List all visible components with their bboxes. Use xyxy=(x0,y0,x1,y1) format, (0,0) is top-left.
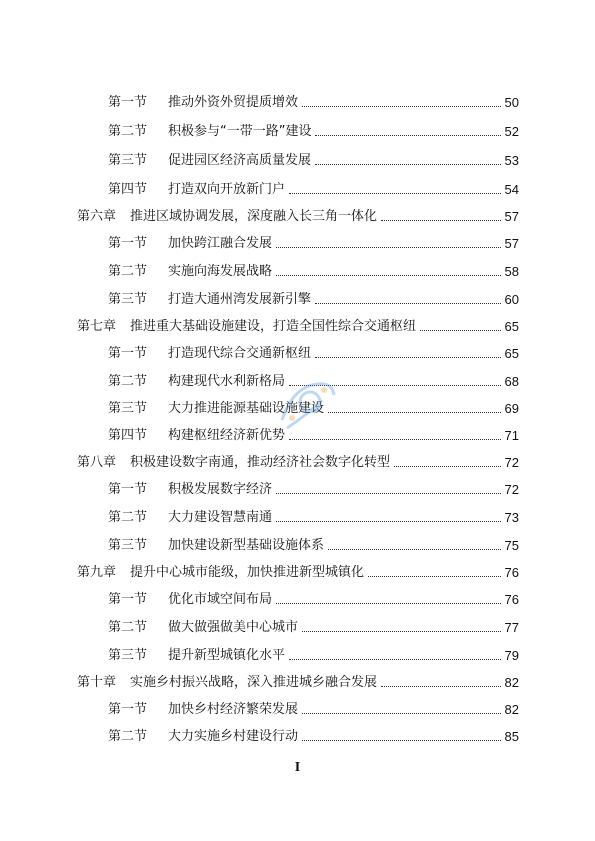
toc-entry-section[interactable] xyxy=(108,478,519,498)
dot-leader xyxy=(289,658,501,660)
toc-section-title: 积极发展数字经济 xyxy=(168,482,273,497)
dot-leader xyxy=(276,492,501,494)
toc-section-title: 促进园区经济高质量发展 xyxy=(168,153,312,168)
toc-page-number: 72 xyxy=(504,482,519,497)
toc-section-title: 构建现代水利新格局 xyxy=(168,374,286,389)
toc-entry-chapter[interactable] xyxy=(77,315,519,335)
toc-section-title: 加快乡村经济繁荣发展 xyxy=(168,702,299,717)
page-number-footer: I xyxy=(294,760,301,775)
toc-page-number: 71 xyxy=(504,428,519,443)
toc-section-number: 第二节 xyxy=(108,729,148,744)
toc-section-title: 加快跨江融合发展 xyxy=(168,236,273,251)
toc-page-number: 85 xyxy=(504,729,519,744)
toc-section-title: 大力推进能源基础设施建设 xyxy=(168,401,325,416)
toc-section-number: 第二节 xyxy=(108,124,148,139)
toc-page-number: 60 xyxy=(504,292,519,307)
toc-page-number: 77 xyxy=(504,620,519,635)
toc-section-number: 第三节 xyxy=(108,648,148,663)
toc-section-number: 第一节 xyxy=(108,346,148,361)
toc-entry-section[interactable] xyxy=(108,288,519,308)
dot-leader xyxy=(368,575,501,577)
toc-chapter-number: 第七章 xyxy=(77,319,117,334)
toc-section-title: 打造现代综合交通新枢纽 xyxy=(168,346,312,361)
toc-page-number: 73 xyxy=(504,510,519,525)
dot-leader xyxy=(381,219,501,221)
dot-leader xyxy=(315,163,501,165)
dot-leader xyxy=(276,246,501,248)
toc-section-number: 第一节 xyxy=(108,702,148,717)
toc-chapter-number: 第八章 xyxy=(77,455,117,470)
toc-page-number: 76 xyxy=(504,592,519,607)
toc-page-number: 50 xyxy=(504,95,519,110)
toc-page-number: 58 xyxy=(504,264,519,279)
toc-entry-chapter[interactable] xyxy=(77,205,519,225)
toc-entry-section[interactable] xyxy=(108,698,519,718)
toc-section-title: 加快建设新型基础设施体系 xyxy=(168,538,325,553)
toc-section-title: 积极参与“一带一路”建设 xyxy=(168,124,312,139)
dot-leader xyxy=(315,356,501,358)
toc-section-number: 第三节 xyxy=(108,538,148,553)
dot-leader xyxy=(381,685,501,687)
dot-leader xyxy=(289,192,501,194)
toc-page-number: 65 xyxy=(504,346,519,361)
toc-chapter-title: 积极建设数字南通，推动经济社会数字化转型 xyxy=(130,455,391,470)
dot-leader xyxy=(302,105,501,107)
toc-page-number: 69 xyxy=(504,401,519,416)
toc-section-number: 第二节 xyxy=(108,264,148,279)
toc-entry-section[interactable] xyxy=(108,588,519,608)
toc-section-number: 第三节 xyxy=(108,292,148,307)
dot-leader xyxy=(394,465,501,467)
toc-section-title: 打造大通州湾发展新引擎 xyxy=(168,292,312,307)
dot-leader xyxy=(328,411,501,413)
toc-entry-chapter[interactable] xyxy=(77,671,519,691)
toc-page-number: 57 xyxy=(504,209,519,224)
toc-entry-section[interactable] xyxy=(108,91,519,111)
toc-page-number: 76 xyxy=(504,565,519,580)
toc-section-title: 打造双向开放新门户 xyxy=(168,182,286,197)
toc-section-title: 实施向海发展战略 xyxy=(168,264,273,279)
toc-section-title: 优化市域空间布局 xyxy=(168,592,273,607)
toc-entry-section[interactable] xyxy=(108,120,519,140)
toc-section-number: 第四节 xyxy=(108,428,148,443)
toc-section-title: 构建枢纽经济新优势 xyxy=(168,428,286,443)
toc-section-number: 第一节 xyxy=(108,95,148,110)
toc-entry-section[interactable] xyxy=(108,232,519,252)
toc-entry-chapter[interactable] xyxy=(77,451,519,471)
toc-page-number: 79 xyxy=(504,648,519,663)
toc-entry-chapter[interactable] xyxy=(77,561,519,581)
toc-section-number: 第一节 xyxy=(108,236,148,251)
toc-entry-section[interactable] xyxy=(108,178,519,198)
toc-page-number: 57 xyxy=(504,236,519,251)
toc-section-title: 大力建设智慧南通 xyxy=(168,510,273,525)
toc-page-number: 75 xyxy=(504,538,519,553)
toc-section-number: 第一节 xyxy=(108,592,148,607)
dot-leader xyxy=(315,134,501,136)
toc-section-number: 第四节 xyxy=(108,182,148,197)
toc-page-number: 52 xyxy=(504,124,519,139)
toc-section-number: 第一节 xyxy=(108,482,148,497)
toc-entry-section[interactable] xyxy=(108,616,519,636)
toc-entry-section[interactable] xyxy=(108,342,519,362)
watermark-logo-icon xyxy=(262,360,352,450)
toc-entry-section[interactable] xyxy=(108,534,519,554)
toc-entry-section[interactable] xyxy=(108,260,519,280)
toc-chapter-number: 第六章 xyxy=(77,209,117,224)
toc-page-number: 72 xyxy=(504,455,519,470)
dot-leader xyxy=(276,520,501,522)
toc-chapter-title: 实施乡村振兴战略，深入推进城乡融合发展 xyxy=(130,675,378,690)
toc-section-number: 第二节 xyxy=(108,510,148,525)
dot-leader xyxy=(302,712,501,714)
dot-leader xyxy=(315,302,501,304)
toc-page-number: 54 xyxy=(504,182,519,197)
dot-leader xyxy=(276,602,501,604)
toc-chapter-number: 第九章 xyxy=(77,565,117,580)
toc-entry-section[interactable] xyxy=(108,725,519,745)
dot-leader xyxy=(276,274,501,276)
toc-section-number: 第二节 xyxy=(108,374,148,389)
toc-entry-section[interactable] xyxy=(108,644,519,664)
toc-entry-section[interactable] xyxy=(108,506,519,526)
toc-page-number: 68 xyxy=(504,374,519,389)
toc-chapter-title: 推进区域协调发展，深度融入长三角一体化 xyxy=(130,209,378,224)
toc-page-number: 82 xyxy=(504,702,519,717)
toc-section-title: 做大做强做美中心城市 xyxy=(168,620,299,635)
toc-section-number: 第二节 xyxy=(108,620,148,635)
dot-leader xyxy=(420,329,501,331)
toc-entry-section[interactable] xyxy=(108,149,519,169)
toc-page-number: 53 xyxy=(504,153,519,168)
toc-page-number: 82 xyxy=(504,675,519,690)
toc-page-number: 65 xyxy=(504,319,519,334)
toc-section-number: 第三节 xyxy=(108,153,148,168)
toc-chapter-title: 推进重大基础设施建设，打造全国性综合交通枢纽 xyxy=(130,319,417,334)
toc-section-title: 推动外资外贸提质增效 xyxy=(168,95,299,110)
toc-section-number: 第三节 xyxy=(108,401,148,416)
toc-section-title: 大力实施乡村建设行动 xyxy=(168,729,299,744)
dot-leader xyxy=(328,548,501,550)
toc-chapter-number: 第十章 xyxy=(77,675,117,690)
dot-leader xyxy=(302,630,501,632)
toc-section-title: 提升新型城镇化水平 xyxy=(168,648,286,663)
toc-chapter-title: 提升中心城市能级，加快推进新型城镇化 xyxy=(130,565,365,580)
dot-leader xyxy=(302,739,501,741)
